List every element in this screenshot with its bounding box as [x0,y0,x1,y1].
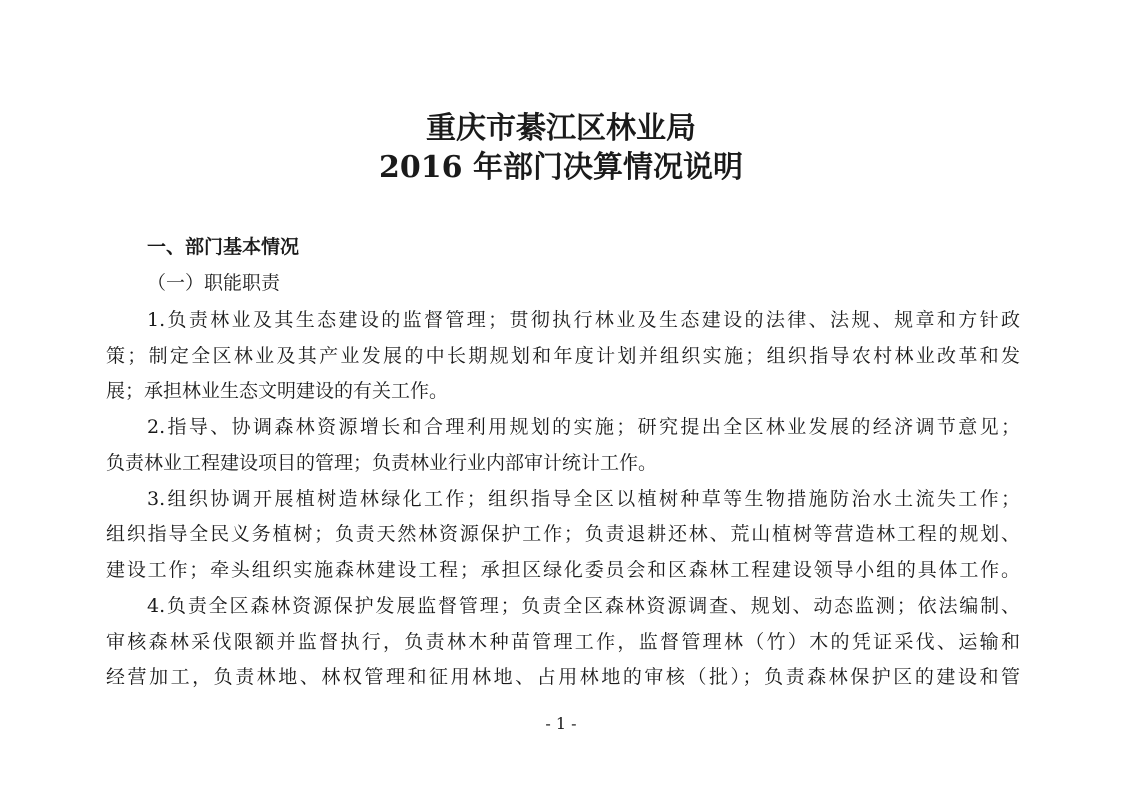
paragraph-3-line-3: 建设工作；牵头组织实施森林建设工程；承担区绿化委员会和区森林工程建设领导小组的具体工作。 [106,559,1020,581]
paragraph-2-line-2: 负责林业工程建设项目的管理；负责林业行业内部审计统计工作。 [106,452,658,474]
section-heading: 一、部门基本情况 [147,236,300,258]
paragraph-1-line-2: 策；制定全区林业及其产业发展的中长期规划和年度计划并组织实施；组织指导农村林业改革和发 [106,345,1020,367]
subsection-heading: （一）职能职责 [147,272,281,294]
paragraph-4-line-1: 4.负责全区森林资源保护发展监督管理；负责全区森林资源调查、规划、动态监测；依法编制、 [147,595,1020,617]
page-number: - 1 - [545,714,577,733]
document-title-line-1: 重庆市綦江区林业局 [426,111,696,146]
paragraph-1-line-1: 1.负责林业及其生态建设的监督管理；贯彻执行林业及生态建设的法律、法规、规章和方针政 [147,309,1020,331]
paragraph-4-line-3: 经营加工，负责林地、林权管理和征用林地、占用林地的审核（批）；负责森林保护区的建设和管 [106,666,1020,688]
paragraph-3-line-2: 组织指导全民义务植树；负责天然林资源保护工作；负责退耕还林、荒山植树等营造林工程的规划、 [106,523,1020,545]
paragraph-3-line-1: 3.组织协调开展植树造林绿化工作；组织指导全区以植树种草等生物措施防治水土流失工作； [147,488,1020,510]
paragraph-4-line-2: 审核森林采伐限额并监督执行，负责林木种苗管理工作，监督管理林（竹）木的凭证采伐、运输和 [106,631,1020,653]
document-title-line-2: 2016 年部门决算情况说明 [379,150,743,185]
paragraph-2-line-1: 2.指导、协调森林资源增长和合理利用规划的实施；研究提出全区林业发展的经济调节意见； [147,416,1020,438]
paragraph-1-line-3: 展；承担林业生态文明建设的有关工作。 [106,380,449,402]
